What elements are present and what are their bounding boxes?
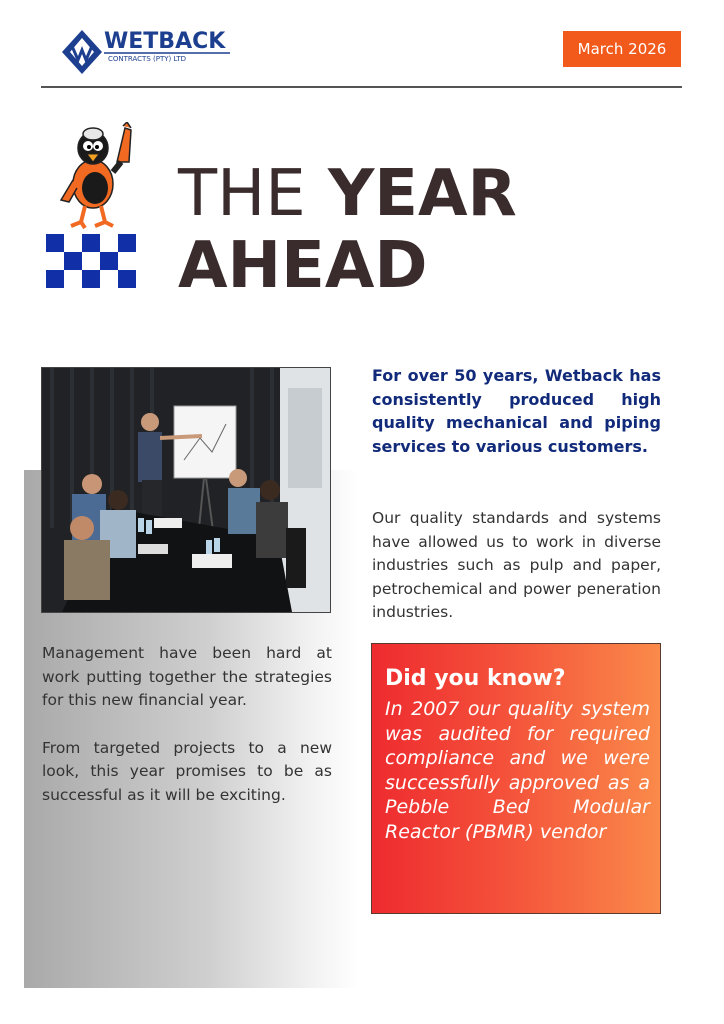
company-logo [58,26,238,78]
logo-subtitle: CONTRACTS (PTY) LTD [108,55,187,63]
checkered-pattern [46,234,136,288]
management-paragraph: Management have been hard at work putting together the strategies for this new financial year. [42,644,332,709]
title-word-the: THE [178,157,306,231]
callout-title: Did you know? [385,666,566,691]
issue-date: March 2026 [563,31,681,67]
header-divider [41,86,682,88]
left-column-text [42,642,332,831]
title-word-year: YEAR [327,157,517,231]
meeting-photo [41,367,331,613]
targets-paragraph: From targeted projects to a new look, this year promises to be as successful as it will be exciting. [42,738,332,804]
page-title [178,158,517,302]
title-word-ahead: AHEAD [178,229,428,303]
bird-mascot-image [55,122,145,232]
did-you-know-callout [371,643,661,914]
callout-text: In 2007 our quality system was audited for required compliance and we were successfully approved as a Pebble Bed Modular Reactor (PBMR) vendor [385,698,650,843]
logo-name: WETBACK [104,29,226,54]
intro-paragraph: For over 50 years, Wetback has consistently produced high quality mechanical and piping services to various customers. [372,366,661,456]
quality-paragraph: Our quality standards and systems have allowed us to work in diverse industries such as pulp and paper, petrochemical and power peneration industries. [372,509,661,621]
